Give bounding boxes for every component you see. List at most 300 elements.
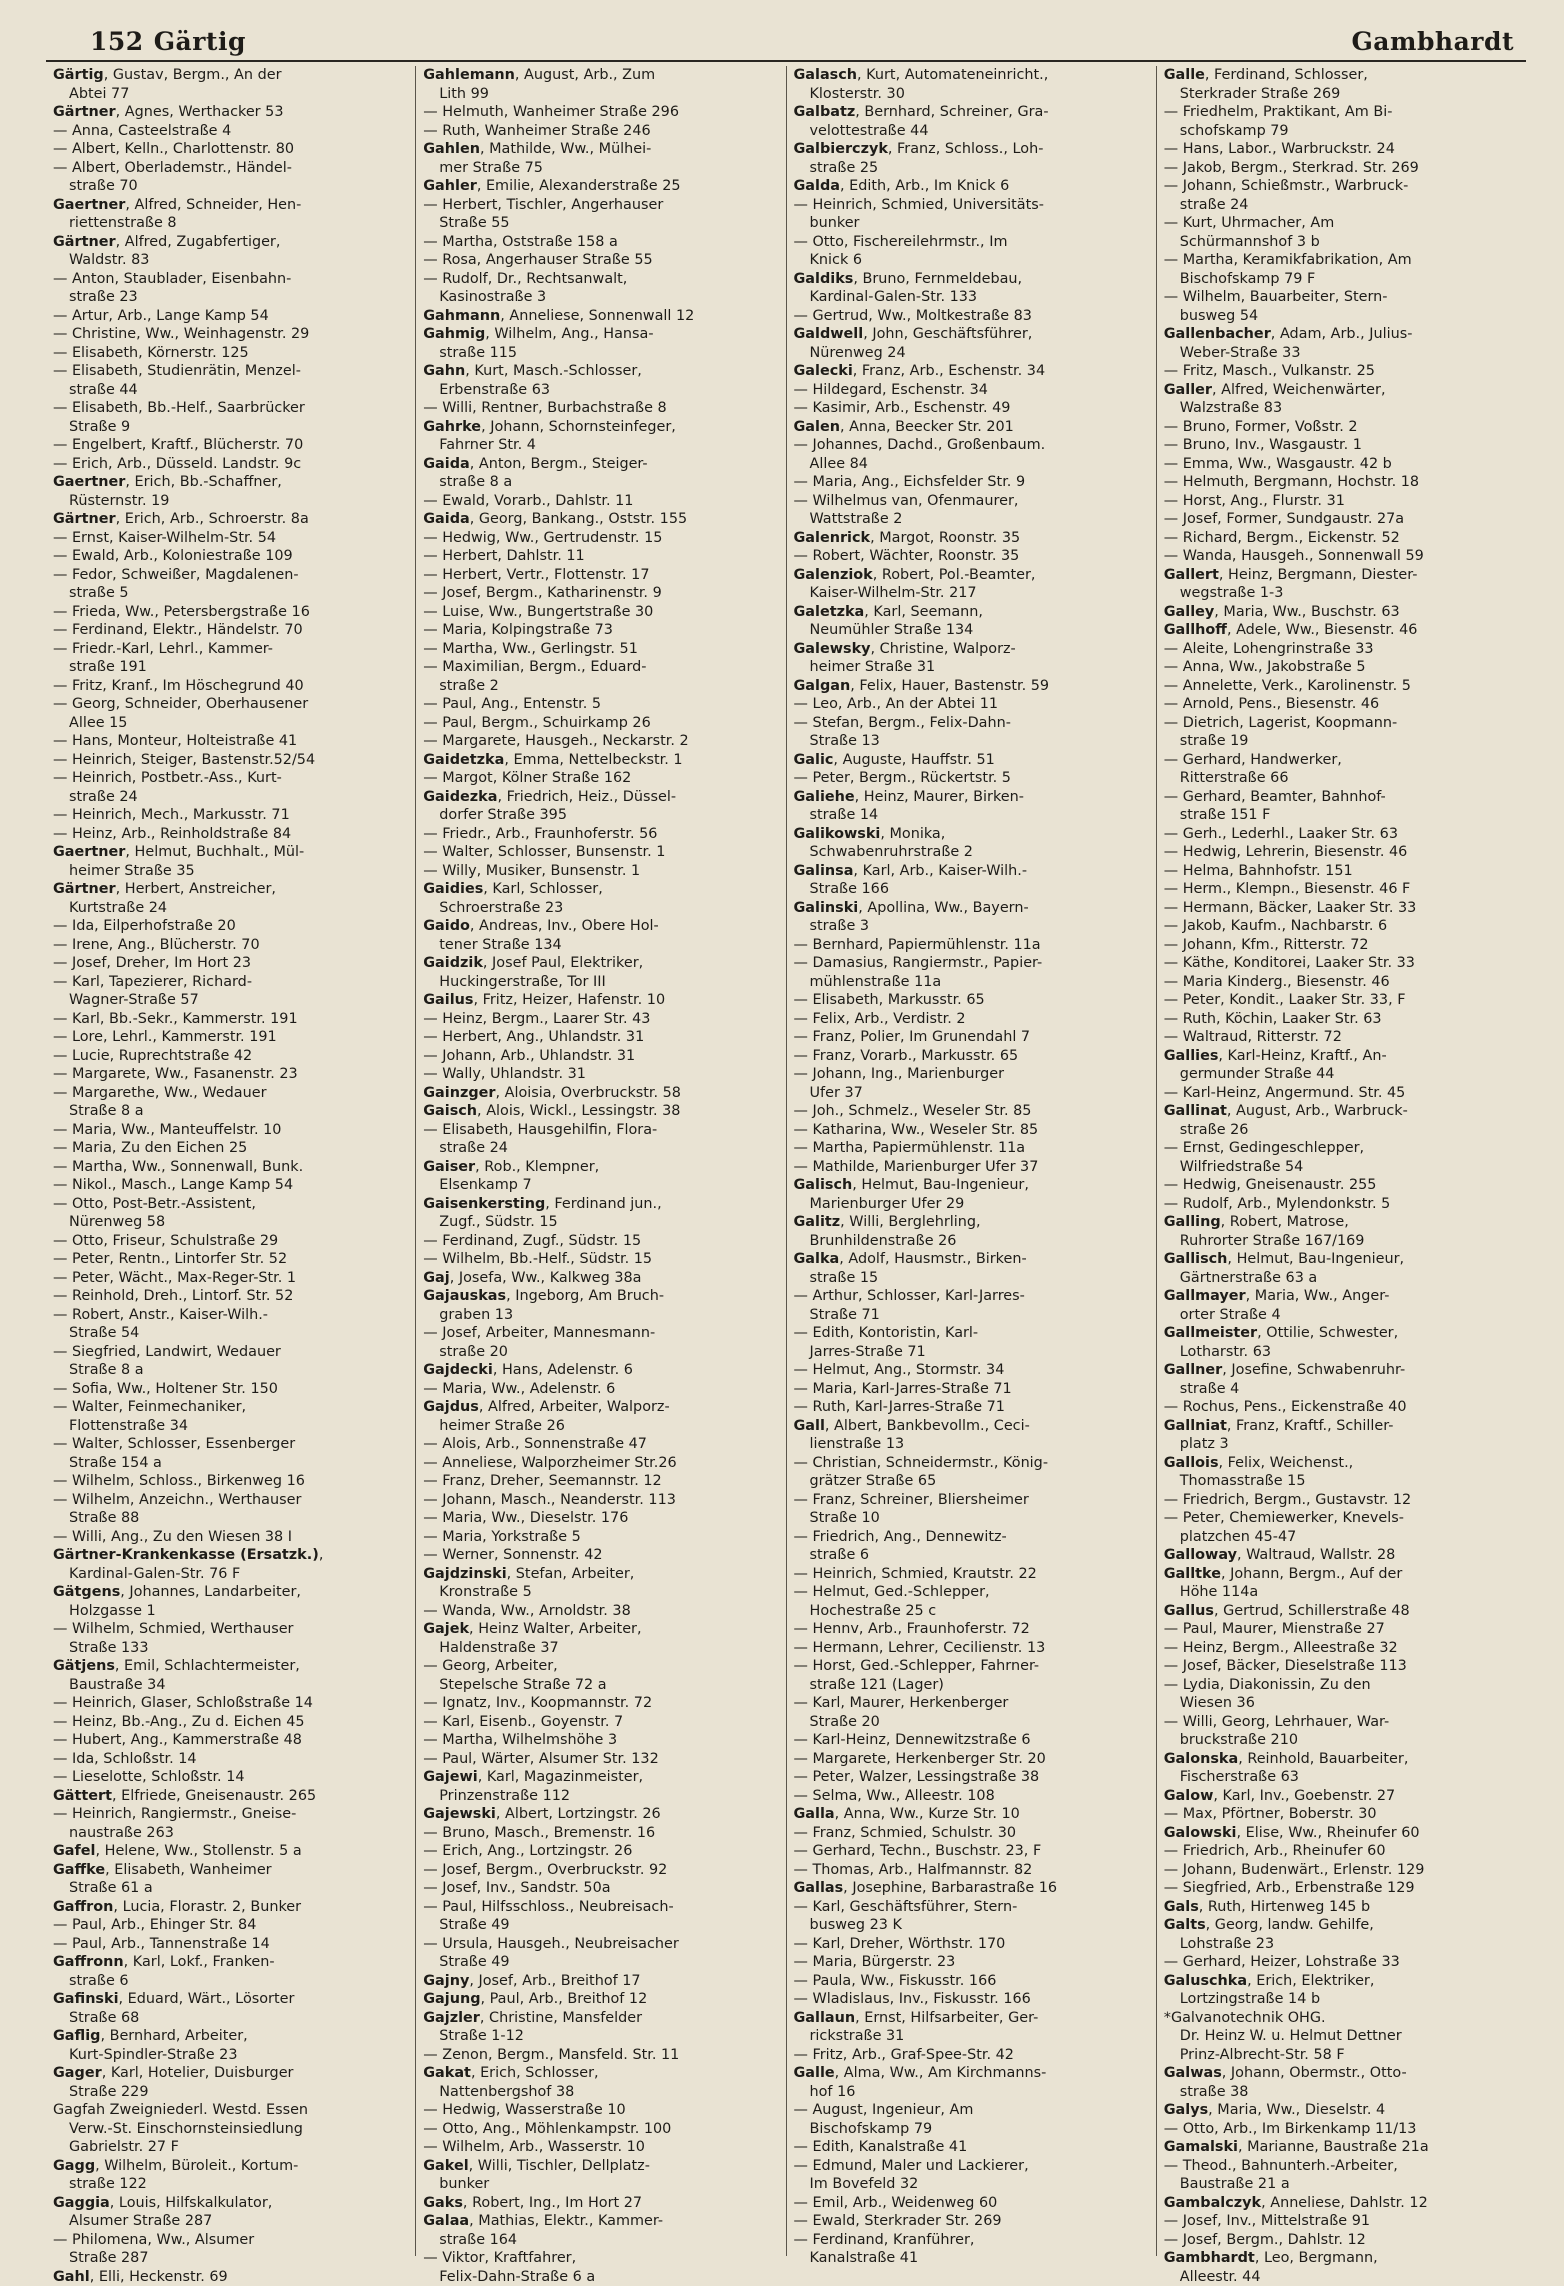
entry-line: Galisch, Helmut, Bau-Ingenieur,	[794, 1176, 1149, 1195]
page-header	[46, 18, 1526, 62]
entry-line: — Horst, Ged.-Schlepper, Fahrner-	[794, 1657, 1149, 1676]
surname: Gaido	[423, 918, 470, 934]
entry-line: — Wilhelm, Bb.-Helf., Südstr. 15	[423, 1250, 778, 1269]
surname: Galgan	[794, 678, 851, 694]
entry-line: Galowski, Elise, Ww., Rheinufer 60	[1164, 1824, 1519, 1843]
entry-line: — Martha, Keramikfabrikation, Am	[1164, 251, 1519, 270]
entry-line: — Karl, Geschäftsführer, Stern-	[794, 1898, 1149, 1917]
entry-line: Gaidetzka, Emma, Nettelbeckstr. 1	[423, 751, 778, 770]
entry-line: — Georg, Arbeiter,	[423, 1657, 778, 1676]
entry-continuation: Verw.-St. Einschornsteinsiedlung	[53, 2120, 408, 2139]
entry-line: Galbatz, Bernhard, Schreiner, Gra-	[794, 103, 1149, 122]
entry-line: — Damasius, Rangiermstr., Papier-	[794, 954, 1149, 973]
entry-continuation: Höhe 114a	[1164, 1583, 1519, 1602]
entry-line: — Karl-Heinz, Angermund. Str. 45	[1164, 1084, 1519, 1103]
entry-line: Galewsky, Christine, Walporz-	[794, 640, 1149, 659]
entry-continuation: orter Straße 4	[1164, 1306, 1519, 1325]
entry-line: Gättert, Elfriede, Gneisenaustr. 265	[53, 1787, 408, 1806]
entry-line: Gaks, Robert, Ing., Im Hort 27	[423, 2194, 778, 2213]
entry-line: Galdiks, Bruno, Fernmeldebau,	[794, 270, 1149, 289]
entry-line: — Nikol., Masch., Lange Kamp 54	[53, 1176, 408, 1195]
entry-line: — Viktor, Kraftfahrer,	[423, 2249, 778, 2268]
entry-line: Galikowski, Monika,	[794, 825, 1149, 844]
entry-continuation: tener Straße 134	[423, 936, 778, 955]
entry-line: Galgan, Felix, Hauer, Bastenstr. 59	[794, 677, 1149, 696]
entry-line: — Maria, Ww., Dieselstr. 176	[423, 1509, 778, 1528]
entry-continuation: Straße 68	[53, 2009, 408, 2028]
entry-line: — Heinrich, Schmied, Krautstr. 22	[794, 1565, 1149, 1584]
entry-line: — Gerhard, Beamter, Bahnhof-	[1164, 788, 1519, 807]
entry-line: — Heinz, Bb.-Ang., Zu d. Eichen 45	[53, 1713, 408, 1732]
surname: Gager	[53, 2065, 102, 2081]
surname: Gallinat	[1164, 1103, 1227, 1119]
entry-continuation: bunker	[794, 214, 1149, 233]
entry-line: — Werner, Sonnenstr. 42	[423, 1546, 778, 1565]
entry-line: Gahl, Elli, Heckenstr. 69	[53, 2268, 408, 2286]
entry-line: Gajdzinski, Stefan, Arbeiter,	[423, 1565, 778, 1584]
entry-line: — Siegfried, Landwirt, Wedauer	[53, 1343, 408, 1362]
entry-line: Gallert, Heinz, Bergmann, Diester-	[1164, 566, 1519, 585]
entry-continuation: Wiesen 36	[1164, 1694, 1519, 1713]
entry-line: — Josef, Bergm., Dahlstr. 12	[1164, 2231, 1519, 2250]
entry-continuation: Dr. Heinz W. u. Helmut Dettner	[1164, 2027, 1519, 2046]
entry-continuation: straße 38	[1164, 2083, 1519, 2102]
entry-line: Gärtig, Gustav, Bergm., An der	[53, 66, 408, 85]
entry-line: Gaidezka, Friedrich, Heiz., Düssel-	[423, 788, 778, 807]
entry-line: Gaida, Anton, Bergm., Steiger-	[423, 455, 778, 474]
surname: Gahrke	[423, 419, 481, 435]
entry-line: Gajauskas, Ingeborg, Am Bruch-	[423, 1287, 778, 1306]
entry-line: — Margarete, Hausgeh., Neckarstr. 2	[423, 732, 778, 751]
entry-line: — Ruth, Wanheimer Straße 246	[423, 122, 778, 141]
entry-continuation: Waldstr. 83	[53, 251, 408, 270]
entry-continuation: Kardinal-Galen-Str. 76 F	[53, 1565, 408, 1584]
entry-continuation: Fischerstraße 63	[1164, 1768, 1519, 1787]
entry-continuation: straße 24	[1164, 196, 1519, 215]
entry-line: — Bruno, Masch., Bremenstr. 16	[423, 1824, 778, 1843]
entry-line: Gallies, Karl-Heinz, Kraftf., An-	[1164, 1047, 1519, 1066]
entry-continuation: Lotharstr. 63	[1164, 1343, 1519, 1362]
entry-continuation: Lohstraße 23	[1164, 1935, 1519, 1954]
entry-continuation: Im Bovefeld 32	[794, 2175, 1149, 2194]
entry-line: — Ferdinand, Zugf., Südstr. 15	[423, 1232, 778, 1251]
entry-continuation: Alleestr. 44	[1164, 2268, 1519, 2286]
entry-line: Galetzka, Karl, Seemann,	[794, 603, 1149, 622]
surname: Galonska	[1164, 1751, 1238, 1767]
entry-continuation: Straße 8 a	[53, 1102, 408, 1121]
surname: Gallois	[1164, 1455, 1219, 1471]
entry-line: — Elisabeth, Hausgehilfin, Flora-	[423, 1121, 778, 1140]
entry-line: — Leo, Arb., An der Abtei 11	[794, 695, 1149, 714]
surname: Gallhoff	[1164, 622, 1227, 638]
entry-continuation: Marienburger Ufer 29	[794, 1195, 1149, 1214]
entry-continuation: Straße 166	[794, 880, 1149, 899]
entry-continuation: straße 14	[794, 806, 1149, 825]
entry-continuation: Kanalstraße 41	[794, 2249, 1149, 2268]
entry-line: — Franz, Polier, Im Grunendahl 7	[794, 1028, 1149, 1047]
entry-line: — Friedrich, Bergm., Gustavstr. 12	[1164, 1491, 1519, 1510]
entry-line: — Helmut, Ang., Stormstr. 34	[794, 1361, 1149, 1380]
surname: Gärtner	[53, 511, 116, 527]
entry-line: — Johannes, Dachd., Großenbaum.	[794, 436, 1149, 455]
entry-continuation: bunker	[423, 2175, 778, 2194]
surname: Gaisch	[423, 1103, 477, 1119]
entry-line: — Martha, Wilhelmshöhe 3	[423, 1731, 778, 1750]
entry-line: — Peter, Chemiewerker, Knevels-	[1164, 1509, 1519, 1528]
surname: Gambhardt	[1164, 2250, 1255, 2266]
surname: Galling	[1164, 1214, 1221, 1230]
entry-continuation: Thomasstraße 15	[1164, 1472, 1519, 1491]
entry-line: — Anneliese, Walporzheimer Str.26	[423, 1454, 778, 1473]
entry-continuation: straße 8 a	[423, 473, 778, 492]
entry-continuation: graben 13	[423, 1306, 778, 1325]
entry-line: — Josef, Former, Sundgaustr. 27a	[1164, 510, 1519, 529]
column-1	[46, 66, 415, 2256]
entry-line: — Lucie, Ruprechtstraße 42	[53, 1047, 408, 1066]
entry-continuation: Straße 55	[423, 214, 778, 233]
entry-line: — Zenon, Bergm., Mansfeld. Str. 11	[423, 2046, 778, 2065]
entry-line: — Fedor, Schweißer, Magdalenen-	[53, 566, 408, 585]
directory-columns	[46, 66, 1526, 2256]
entry-line: — Alois, Arb., Sonnenstraße 47	[423, 1435, 778, 1454]
entry-line: — Peter, Wächt., Max-Reger-Str. 1	[53, 1269, 408, 1288]
entry-line: — Heinz, Bergm., Laarer Str. 43	[423, 1010, 778, 1029]
column-3	[786, 66, 1156, 2256]
entry-line: — Willy, Musiker, Bunsenstr. 1	[423, 862, 778, 881]
surname: Gahmig	[423, 326, 485, 342]
entry-line: — Johann, Ing., Marienburger	[794, 1065, 1149, 1084]
entry-line: — Martha, Ww., Gerlingstr. 51	[423, 640, 778, 659]
entry-line: — Friedr., Arb., Fraunhoferstr. 56	[423, 825, 778, 844]
entry-continuation: Allee 15	[53, 714, 408, 733]
surname: Galltke	[1164, 1566, 1221, 1582]
surname: Gallus	[1164, 1603, 1214, 1619]
column-4	[1156, 66, 1526, 2256]
surname: Gahl	[53, 2269, 90, 2285]
entry-continuation: bruckstraße 210	[1164, 1731, 1519, 1750]
entry-continuation: Kronstraße 5	[423, 1583, 778, 1602]
entry-line: — Aleite, Lohengrinstraße 33	[1164, 640, 1519, 659]
entry-line: — Karl, Dreher, Wörthstr. 170	[794, 1935, 1149, 1954]
entry-line: — Johann, Kfm., Ritterstr. 72	[1164, 936, 1519, 955]
entry-line: Gahlemann, August, Arb., Zum	[423, 66, 778, 85]
entry-line: Gajny, Josef, Arb., Breithof 17	[423, 1972, 778, 1991]
surname: Gaertner	[53, 474, 125, 490]
surname: Galle	[1164, 67, 1205, 83]
surname: Galenrick	[794, 530, 871, 546]
entry-line: — Edith, Kontoristin, Karl-	[794, 1324, 1149, 1343]
entry-line: — Artur, Arb., Lange Kamp 54	[53, 307, 408, 326]
entry-continuation: Wagner-Straße 57	[53, 991, 408, 1010]
entry-line: — Hedwig, Lehrerin, Biesenstr. 46	[1164, 843, 1519, 862]
surname: Gafel	[53, 1843, 95, 1859]
entry-line: — Johann, Arb., Uhlandstr. 31	[423, 1047, 778, 1066]
surname: Gaertner	[53, 197, 125, 213]
entry-continuation: grätzer Straße 65	[794, 1472, 1149, 1491]
surname: Gärtner-Krankenkasse (Ersatzk.)	[53, 1547, 319, 1563]
entry-continuation: Kardinal-Galen-Str. 133	[794, 288, 1149, 307]
entry-line: — Theod., Bahnunterh.-Arbeiter,	[1164, 2157, 1519, 2176]
surname: Galka	[794, 1251, 840, 1267]
surname: Gallas	[794, 1880, 844, 1896]
entry-line: — Wilhelm, Bauarbeiter, Stern-	[1164, 288, 1519, 307]
surname: Galbatz	[794, 104, 856, 120]
entry-line: — Lydia, Diakonissin, Zu den	[1164, 1676, 1519, 1695]
entry-continuation: Nürenweg 24	[794, 344, 1149, 363]
entry-continuation: straße 25	[794, 159, 1149, 178]
entry-line: Gallmeister, Ottilie, Schwester,	[1164, 1324, 1519, 1343]
surname: Gakel	[423, 2158, 468, 2174]
surname: Gärtner	[53, 234, 116, 250]
entry-line: Gajdus, Alfred, Arbeiter, Walporz-	[423, 1398, 778, 1417]
entry-continuation: Weber-Straße 33	[1164, 344, 1519, 363]
surname: Gajung	[423, 1991, 480, 2007]
entry-line: — Margarete, Herkenberger Str. 20	[794, 1750, 1149, 1769]
surname: Gaida	[423, 511, 469, 527]
entry-line: — Walter, Schlosser, Essenberger	[53, 1435, 408, 1454]
entry-continuation: Straße 154 a	[53, 1454, 408, 1473]
entry-line: — Hennv, Arb., Fraunhoferstr. 72	[794, 1620, 1149, 1639]
entry-line: — Martha, Papiermühlenstr. 11a	[794, 1139, 1149, 1158]
entry-continuation: Knick 6	[794, 251, 1149, 270]
entry-continuation: straße 19	[1164, 732, 1519, 751]
entry-line: — Willi, Georg, Lehrhauer, War-	[1164, 1713, 1519, 1732]
entry-line: Gallus, Gertrud, Schillerstraße 48	[1164, 1602, 1519, 1621]
entry-line: — Sofia, Ww., Holtener Str. 150	[53, 1380, 408, 1399]
entry-line: — Josef, Dreher, Im Hort 23	[53, 954, 408, 973]
entry-continuation: Straße 287	[53, 2249, 408, 2268]
entry-continuation: Lortzingstraße 14 b	[1164, 1990, 1519, 2009]
surname: Galen	[794, 419, 840, 435]
surname: Galla	[794, 1806, 835, 1822]
surname: Gallniat	[1164, 1418, 1227, 1434]
entry-continuation: straße 151 F	[1164, 806, 1519, 825]
entry-line: Galley, Maria, Ww., Buschstr. 63	[1164, 603, 1519, 622]
surname: Gahlen	[423, 141, 480, 157]
entry-line: — Hermann, Bäcker, Laaker Str. 33	[1164, 899, 1519, 918]
entry-line: — Paul, Bergm., Schuirkamp 26	[423, 714, 778, 733]
entry-line: — Wilhelm, Anzeichn., Werthauser	[53, 1491, 408, 1510]
entry-continuation: riettenstraße 8	[53, 214, 408, 233]
surname: Gaidetzka	[423, 752, 504, 768]
entry-line: — Maria, Bürgerstr. 23	[794, 1953, 1149, 1972]
entry-line: — Friedrich, Ang., Dennewitz-	[794, 1528, 1149, 1547]
entry-line: — Ruth, Köchin, Laaker Str. 63	[1164, 1010, 1519, 1029]
entry-line: — Martha, Ww., Sonnenwall, Bunk.	[53, 1158, 408, 1177]
entry-line: Gagg, Wilhelm, Büroleit., Kortum-	[53, 2157, 408, 2176]
entry-line: — Robert, Wächter, Roonstr. 35	[794, 547, 1149, 566]
entry-line: — Helmuth, Bergmann, Hochstr. 18	[1164, 473, 1519, 492]
surname: Gaida	[423, 456, 469, 472]
entry-line: — Arnold, Pens., Biesenstr. 46	[1164, 695, 1519, 714]
surname: Gahlemann	[423, 67, 515, 83]
entry-line: Galic, Auguste, Hauffstr. 51	[794, 751, 1149, 770]
entry-line: — Georg, Schneider, Oberhausener	[53, 695, 408, 714]
entry-line: — Ruth, Karl-Jarres-Straße 71	[794, 1398, 1149, 1417]
entry-line: — Margarethe, Ww., Wedauer	[53, 1084, 408, 1103]
entry-line: Gärtner-Krankenkasse (Ersatzk.),	[53, 1546, 408, 1565]
entry-line: — Philomena, Ww., Alsumer	[53, 2231, 408, 2250]
surname: Galts	[1164, 1917, 1206, 1933]
surname: Gätgens	[53, 1584, 120, 1600]
entry-line: Gätgens, Johannes, Landarbeiter,	[53, 1583, 408, 1602]
entry-line: — Paul, Wärter, Alsumer Str. 132	[423, 1750, 778, 1769]
entry-continuation: Kasinostraße 3	[423, 288, 778, 307]
entry-line: — Johann, Masch., Neanderstr. 113	[423, 1491, 778, 1510]
entry-line: — Friedr.-Karl, Lehrl., Kammer-	[53, 640, 408, 659]
entry-continuation: Ufer 37	[794, 1084, 1149, 1103]
entry-line: — Franz, Schmied, Schulstr. 30	[794, 1824, 1149, 1843]
entry-continuation: rickstraße 31	[794, 2027, 1149, 2046]
entry-line: — Rosa, Angerhauser Straße 55	[423, 251, 778, 270]
surname: Gajdus	[423, 1399, 479, 1415]
surname: Galikowski	[794, 826, 881, 842]
entry-line: Galinski, Apollina, Ww., Bayern-	[794, 899, 1149, 918]
surname: Gaffke	[53, 1862, 105, 1878]
entry-line: — Herbert, Vertr., Flottenstr. 17	[423, 566, 778, 585]
entry-line: — Emil, Arb., Weidenweg 60	[794, 2194, 1149, 2213]
entry-line: — Johann, Budenwärt., Erlenstr. 129	[1164, 1861, 1519, 1880]
entry-line: — Heinrich, Glaser, Schloßstraße 14	[53, 1694, 408, 1713]
entry-line: — Karl-Heinz, Dennewitzstraße 6	[794, 1731, 1149, 1750]
entry-line: — Gerhard, Heizer, Lohstraße 33	[1164, 1953, 1519, 1972]
surname: Galewsky	[794, 641, 871, 657]
entry-continuation: lienstraße 13	[794, 1435, 1149, 1454]
entry-line: — Hans, Labor., Warbruckstr. 24	[1164, 140, 1519, 159]
entry-continuation: wegstraße 1-3	[1164, 584, 1519, 603]
right-running-head: Gambhardt	[1351, 27, 1514, 56]
entry-line: Gakel, Willi, Tischler, Dellplatz-	[423, 2157, 778, 2176]
entry-line: — Fritz, Masch., Vulkanstr. 25	[1164, 362, 1519, 381]
column-2	[415, 66, 785, 2256]
entry-line: — Maria, Ww., Manteuffelstr. 10	[53, 1121, 408, 1140]
entry-continuation: Schürmannshof 3 b	[1164, 233, 1519, 252]
entry-line: — Karl, Bb.-Sekr., Kammerstr. 191	[53, 1010, 408, 1029]
entry-line: Gaida, Georg, Bankang., Oststr. 155	[423, 510, 778, 529]
entry-line: — Wladislaus, Inv., Fiskusstr. 166	[794, 1990, 1149, 2009]
entry-line: — Rudolf, Arb., Mylendonkstr. 5	[1164, 1195, 1519, 1214]
entry-line: — Karl, Maurer, Herkenberger	[794, 1694, 1149, 1713]
entry-line: — Peter, Walzer, Lessingstraße 38	[794, 1768, 1149, 1787]
entry-line: — Stefan, Bergm., Felix-Dahn-	[794, 714, 1149, 733]
entry-continuation: Stepelsche Straße 72 a	[423, 1676, 778, 1695]
entry-line: — Maria, Ww., Adelenstr. 6	[423, 1380, 778, 1399]
entry-continuation: Holzgasse 1	[53, 1602, 408, 1621]
entry-line: — Heinz, Arb., Reinholdstraße 84	[53, 825, 408, 844]
entry-line: — Heinrich, Postbetr.-Ass., Kurt-	[53, 769, 408, 788]
entry-line: Gaffron, Lucia, Florastr. 2, Bunker	[53, 1898, 408, 1917]
entry-line: — Friedrich, Arb., Rheinufer 60	[1164, 1842, 1519, 1861]
entry-line: Galling, Robert, Matrose,	[1164, 1213, 1519, 1232]
entry-line: — Karl, Eisenb., Goyenstr. 7	[423, 1713, 778, 1732]
surname: Gaffronn	[53, 1954, 124, 1970]
entry-continuation: Straße 71	[794, 1306, 1149, 1325]
entry-line: Gallas, Josephine, Barbarastraße 16	[794, 1879, 1149, 1898]
entry-line: Galitz, Willi, Berglehrling,	[794, 1213, 1149, 1232]
entry-line: — Albert, Kelln., Charlottenstr. 80	[53, 140, 408, 159]
entry-line: — Fritz, Arb., Graf-Spee-Str. 42	[794, 2046, 1149, 2065]
entry-line: — Peter, Kondit., Laaker Str. 33, F	[1164, 991, 1519, 1010]
surname: Gallmeister	[1164, 1325, 1257, 1341]
entry-continuation: straße 26	[1164, 1121, 1519, 1140]
surname: Gals	[1164, 1899, 1199, 1915]
entry-line: — Josef, Bergm., Katharinenstr. 9	[423, 584, 778, 603]
entry-line: Galle, Ferdinand, Schlosser,	[1164, 66, 1519, 85]
entry-line: — Erich, Ang., Lortzingstr. 26	[423, 1842, 778, 1861]
surname: Galiehe	[794, 789, 855, 805]
entry-line: — Engelbert, Kraftf., Blücherstr. 70	[53, 436, 408, 455]
surname: Galloway	[1164, 1547, 1237, 1563]
surname: Galle	[794, 2065, 835, 2081]
surname: Gaks	[423, 2195, 463, 2211]
entry-line: — Gerhard, Handwerker,	[1164, 751, 1519, 770]
entry-line: — Josef, Arbeiter, Mannesmann-	[423, 1324, 778, 1343]
surname: Gahler	[423, 178, 477, 194]
entry-continuation: Baustraße 21 a	[1164, 2175, 1519, 2194]
entry-continuation: mer Straße 75	[423, 159, 778, 178]
entry-continuation: Straße 133	[53, 1639, 408, 1658]
entry-continuation: Hochestraße 25 c	[794, 1602, 1149, 1621]
entry-line: — Hermann, Lehrer, Cecilienstr. 13	[794, 1639, 1149, 1658]
surname: Gajdecki	[423, 1362, 493, 1378]
entry-line: — Peter, Bergm., Rückertstr. 5	[794, 769, 1149, 788]
surname: Gaertner	[53, 844, 125, 860]
surname: Gailus	[423, 992, 473, 1008]
entry-line: Galinsa, Karl, Arb., Kaiser-Wilh.-	[794, 862, 1149, 881]
entry-line: Gailus, Fritz, Heizer, Hafenstr. 10	[423, 991, 778, 1010]
entry-line: — Kurt, Uhrmacher, Am	[1164, 214, 1519, 233]
entry-continuation: naustraße 263	[53, 1824, 408, 1843]
entry-line: — Wanda, Hausgeh., Sonnenwall 59	[1164, 547, 1519, 566]
entry-line: Gärtner, Herbert, Anstreicher,	[53, 880, 408, 899]
entry-line: — Elisabeth, Markusstr. 65	[794, 991, 1149, 1010]
entry-line: Gafel, Helene, Ww., Stollenstr. 5 a	[53, 1842, 408, 1861]
surname: Galwas	[1164, 2065, 1222, 2081]
entry-continuation: Klosterstr. 30	[794, 85, 1149, 104]
surname: Galasch	[794, 67, 858, 83]
entry-line: — Bernhard, Papiermühlenstr. 11a	[794, 936, 1149, 955]
surname: Galuschka	[1164, 1973, 1247, 1989]
entry-line: — Helmuth, Wanheimer Straße 296	[423, 103, 778, 122]
surname: Gajdzinski	[423, 1566, 506, 1582]
entry-continuation: germunder Straße 44	[1164, 1065, 1519, 1084]
surname: Gagg	[53, 2158, 95, 2174]
entry-continuation: platzchen 45-47	[1164, 1528, 1519, 1547]
entry-continuation: Straße 13	[794, 732, 1149, 751]
entry-line: — Ewald, Arb., Koloniestraße 109	[53, 547, 408, 566]
entry-line: — Ursula, Hausgeh., Neubreisacher	[423, 1935, 778, 1954]
entry-continuation: straße 115	[423, 344, 778, 363]
entry-line: — Walter, Schlosser, Bunsenstr. 1	[423, 843, 778, 862]
entry-line: — Maria, Zu den Eichen 25	[53, 1139, 408, 1158]
entry-line: — Siegfried, Arb., Erbenstraße 129	[1164, 1879, 1519, 1898]
entry-line: — Paul, Ang., Entenstr. 5	[423, 695, 778, 714]
entry-line: — Christian, Schneidermstr., König-	[794, 1454, 1149, 1473]
entry-line: Gallinat, August, Arb., Warbruck-	[1164, 1102, 1519, 1121]
entry-line: — Margarete, Ww., Fasanenstr. 23	[53, 1065, 408, 1084]
entry-continuation: Flottenstraße 34	[53, 1417, 408, 1436]
entry-continuation: Straße 20	[794, 1713, 1149, 1732]
entry-line: Galka, Adolf, Hausmstr., Birken-	[794, 1250, 1149, 1269]
entry-line: — Josef, Inv., Mittelstraße 91	[1164, 2212, 1519, 2231]
page-number: 152	[90, 27, 144, 56]
entry-line: — Emma, Ww., Wasgaustr. 42 b	[1164, 455, 1519, 474]
entry-line: — Heinrich, Schmied, Universitäts-	[794, 196, 1149, 215]
entry-continuation: straße 6	[794, 1546, 1149, 1565]
entry-line: — Max, Pförtner, Boberstr. 30	[1164, 1805, 1519, 1824]
entry-line: — Bruno, Inv., Wasgaustr. 1	[1164, 436, 1519, 455]
entry-line: — Reinhold, Dreh., Lintorf. Str. 52	[53, 1287, 408, 1306]
